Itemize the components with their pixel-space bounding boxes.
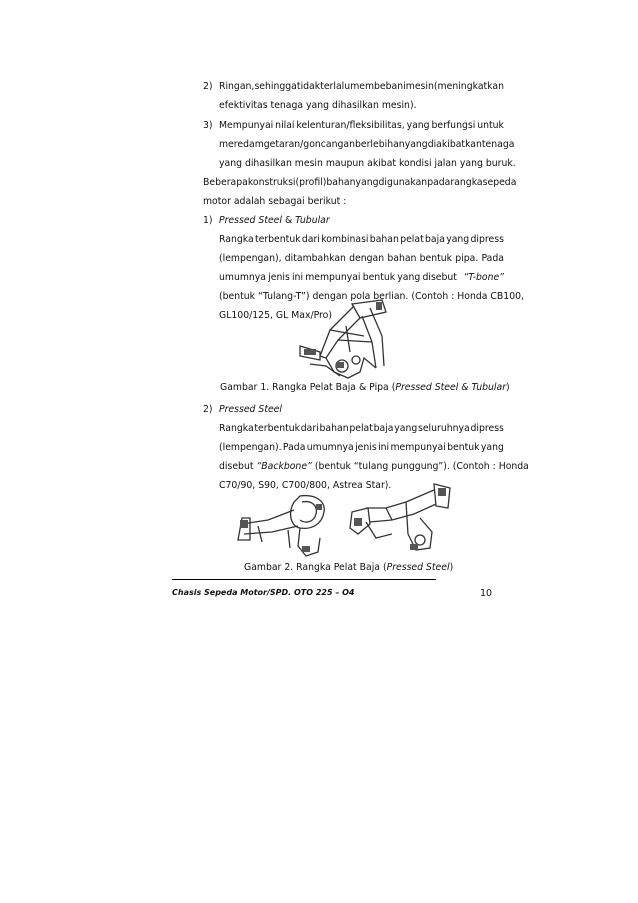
sub1-line4: (bentuk “Tulang-T”) dengan pola berlian. (Contoh : Honda CB100, <box>219 291 524 302</box>
word: umumnya <box>306 442 354 453</box>
word: dari <box>301 234 320 245</box>
figure2-caption-italic: Pressed Steel <box>386 562 450 573</box>
word: sehingga <box>254 81 297 92</box>
word: baja <box>425 234 445 245</box>
word: (lempengan). <box>219 442 282 453</box>
sub1-title <box>219 215 330 227</box>
word: kelenturan/fleksibilitas, <box>296 120 405 131</box>
sub2-line1 <box>219 423 504 435</box>
word: terlalu <box>320 81 351 92</box>
word: Pada <box>282 442 306 453</box>
word: nilai <box>275 120 295 131</box>
sub1-title-a: Pressed Steel <box>219 215 282 226</box>
item3-line3: yang dihasilkan mesin maupun akibat kondisi jalan yang buruk. <box>219 158 516 169</box>
word: untuk <box>477 120 504 131</box>
word: (lempengan), <box>219 253 282 264</box>
sub1-line3-words <box>219 272 457 284</box>
frame-image-tbone <box>290 296 390 380</box>
tbone-term: “T-bone” <box>463 272 504 283</box>
word: yang <box>446 234 470 245</box>
sub2-line3-a: disebut <box>219 461 257 472</box>
sub1-line1 <box>219 234 504 246</box>
page-number: 10 <box>480 588 493 599</box>
footer-divider <box>172 579 436 580</box>
word: bentuk <box>419 253 453 264</box>
word: umumnya <box>219 272 266 283</box>
sub2-line4: C70/90, S90, C700/800, Astrea Star). <box>219 480 392 491</box>
frame-image-backbone-left <box>228 490 338 560</box>
word: bahan <box>319 423 349 434</box>
sub2-line3-b: (bentuk “tulang punggung”). (Contoh : Honda <box>311 461 529 472</box>
footer-course-code: Chasis Sepeda Motor/SPD. OTO 225 – O4 <box>172 588 355 597</box>
word: bahan <box>369 234 399 245</box>
word: bentuk <box>362 272 396 283</box>
word: getaran/goncangan <box>263 139 355 150</box>
word: dipress <box>470 423 504 434</box>
figure2-caption-prefix: Gambar 2. Rangka Pelat Baja ( <box>244 562 387 573</box>
word: (meningkatkan <box>433 81 504 92</box>
intro-line1 <box>203 177 517 189</box>
word: pada <box>427 177 451 188</box>
word: ini <box>291 272 304 283</box>
word: dipress <box>470 234 504 245</box>
word: meredam <box>219 139 264 150</box>
word: digunakan <box>378 177 428 188</box>
list-number: 3) <box>203 120 213 131</box>
word: ini <box>378 442 390 453</box>
sub1-line5: GL100/125, GL Max/Pro) <box>219 310 332 321</box>
word: terbentuk <box>254 234 301 245</box>
figure1-caption <box>220 382 510 393</box>
sub2-line2 <box>219 442 504 454</box>
word: yang <box>355 177 379 188</box>
word: Beberapa <box>203 177 248 188</box>
word: mempunyai <box>390 442 446 453</box>
word: pelat <box>400 234 424 245</box>
sub2-title: Pressed Steel <box>219 404 282 415</box>
word: jenis <box>268 272 290 283</box>
word: membebani <box>350 81 406 92</box>
sub1-line3 <box>219 272 504 284</box>
word: Pada <box>481 253 504 264</box>
item3-line1 <box>219 120 504 132</box>
word: bahan <box>326 177 356 188</box>
list-number: 1) <box>203 215 213 226</box>
item3-line2 <box>219 139 515 151</box>
word: Rangka <box>219 423 254 434</box>
figure2-caption <box>244 562 453 573</box>
figure2-caption-suffix: ) <box>449 562 454 573</box>
word: yang <box>404 139 428 150</box>
word: jenis <box>355 442 377 453</box>
word: disebut <box>422 272 457 283</box>
sub1-title-b: Tubular <box>295 215 330 226</box>
word: yang <box>394 423 418 434</box>
word: kombinasi <box>321 234 369 245</box>
word: bentuk <box>447 442 480 453</box>
word: tidak <box>296 81 321 92</box>
sub1-title-amp: & <box>281 215 296 226</box>
word: pipa. <box>455 253 479 264</box>
word: rangka <box>450 177 483 188</box>
word: dengan <box>349 253 385 264</box>
word: mesin <box>405 81 434 92</box>
word: dari <box>300 423 319 434</box>
word: bahan <box>387 253 417 264</box>
word: Ringan, <box>219 81 255 92</box>
word: diakibatkan <box>427 139 482 150</box>
word: tenaga <box>481 139 515 150</box>
figure1-caption-prefix: Gambar 1. Rangka Pelat Baja & Pipa ( <box>220 382 396 393</box>
sub1-line2 <box>219 253 504 265</box>
word: berlebihan <box>354 139 405 150</box>
word: mempunyai <box>305 272 361 283</box>
frame-image-backbone-right <box>346 478 458 560</box>
word: yang <box>406 120 430 131</box>
backbone-term: “Backbone” <box>256 461 312 472</box>
intro-line2: motor adalah sebagai berikut : <box>203 196 347 207</box>
word: baja <box>373 423 394 434</box>
figure1-caption-suffix: ) <box>506 382 510 393</box>
word: ditambahkan <box>284 253 346 264</box>
word: yang <box>480 442 504 453</box>
word: Rangka <box>219 234 254 245</box>
item2-line1 <box>219 81 504 93</box>
list-number: 2) <box>203 81 213 92</box>
word: sepeda <box>482 177 517 188</box>
word: terbentuk <box>254 423 301 434</box>
list-number: 2) <box>203 404 213 415</box>
sub2-line3 <box>219 461 529 473</box>
word: (profil) <box>295 177 327 188</box>
item2-line2: efektivitas tenaga yang dihasilkan mesin). <box>219 100 417 111</box>
word: seluruhnya <box>417 423 470 434</box>
word: berfungsi <box>431 120 476 131</box>
word: pelat <box>349 423 373 434</box>
word: yang <box>397 272 421 283</box>
figure1-caption-italic: Pressed Steel & Tubular <box>395 382 507 393</box>
word: konstruksi <box>247 177 296 188</box>
word: Mempunyai <box>219 120 274 131</box>
